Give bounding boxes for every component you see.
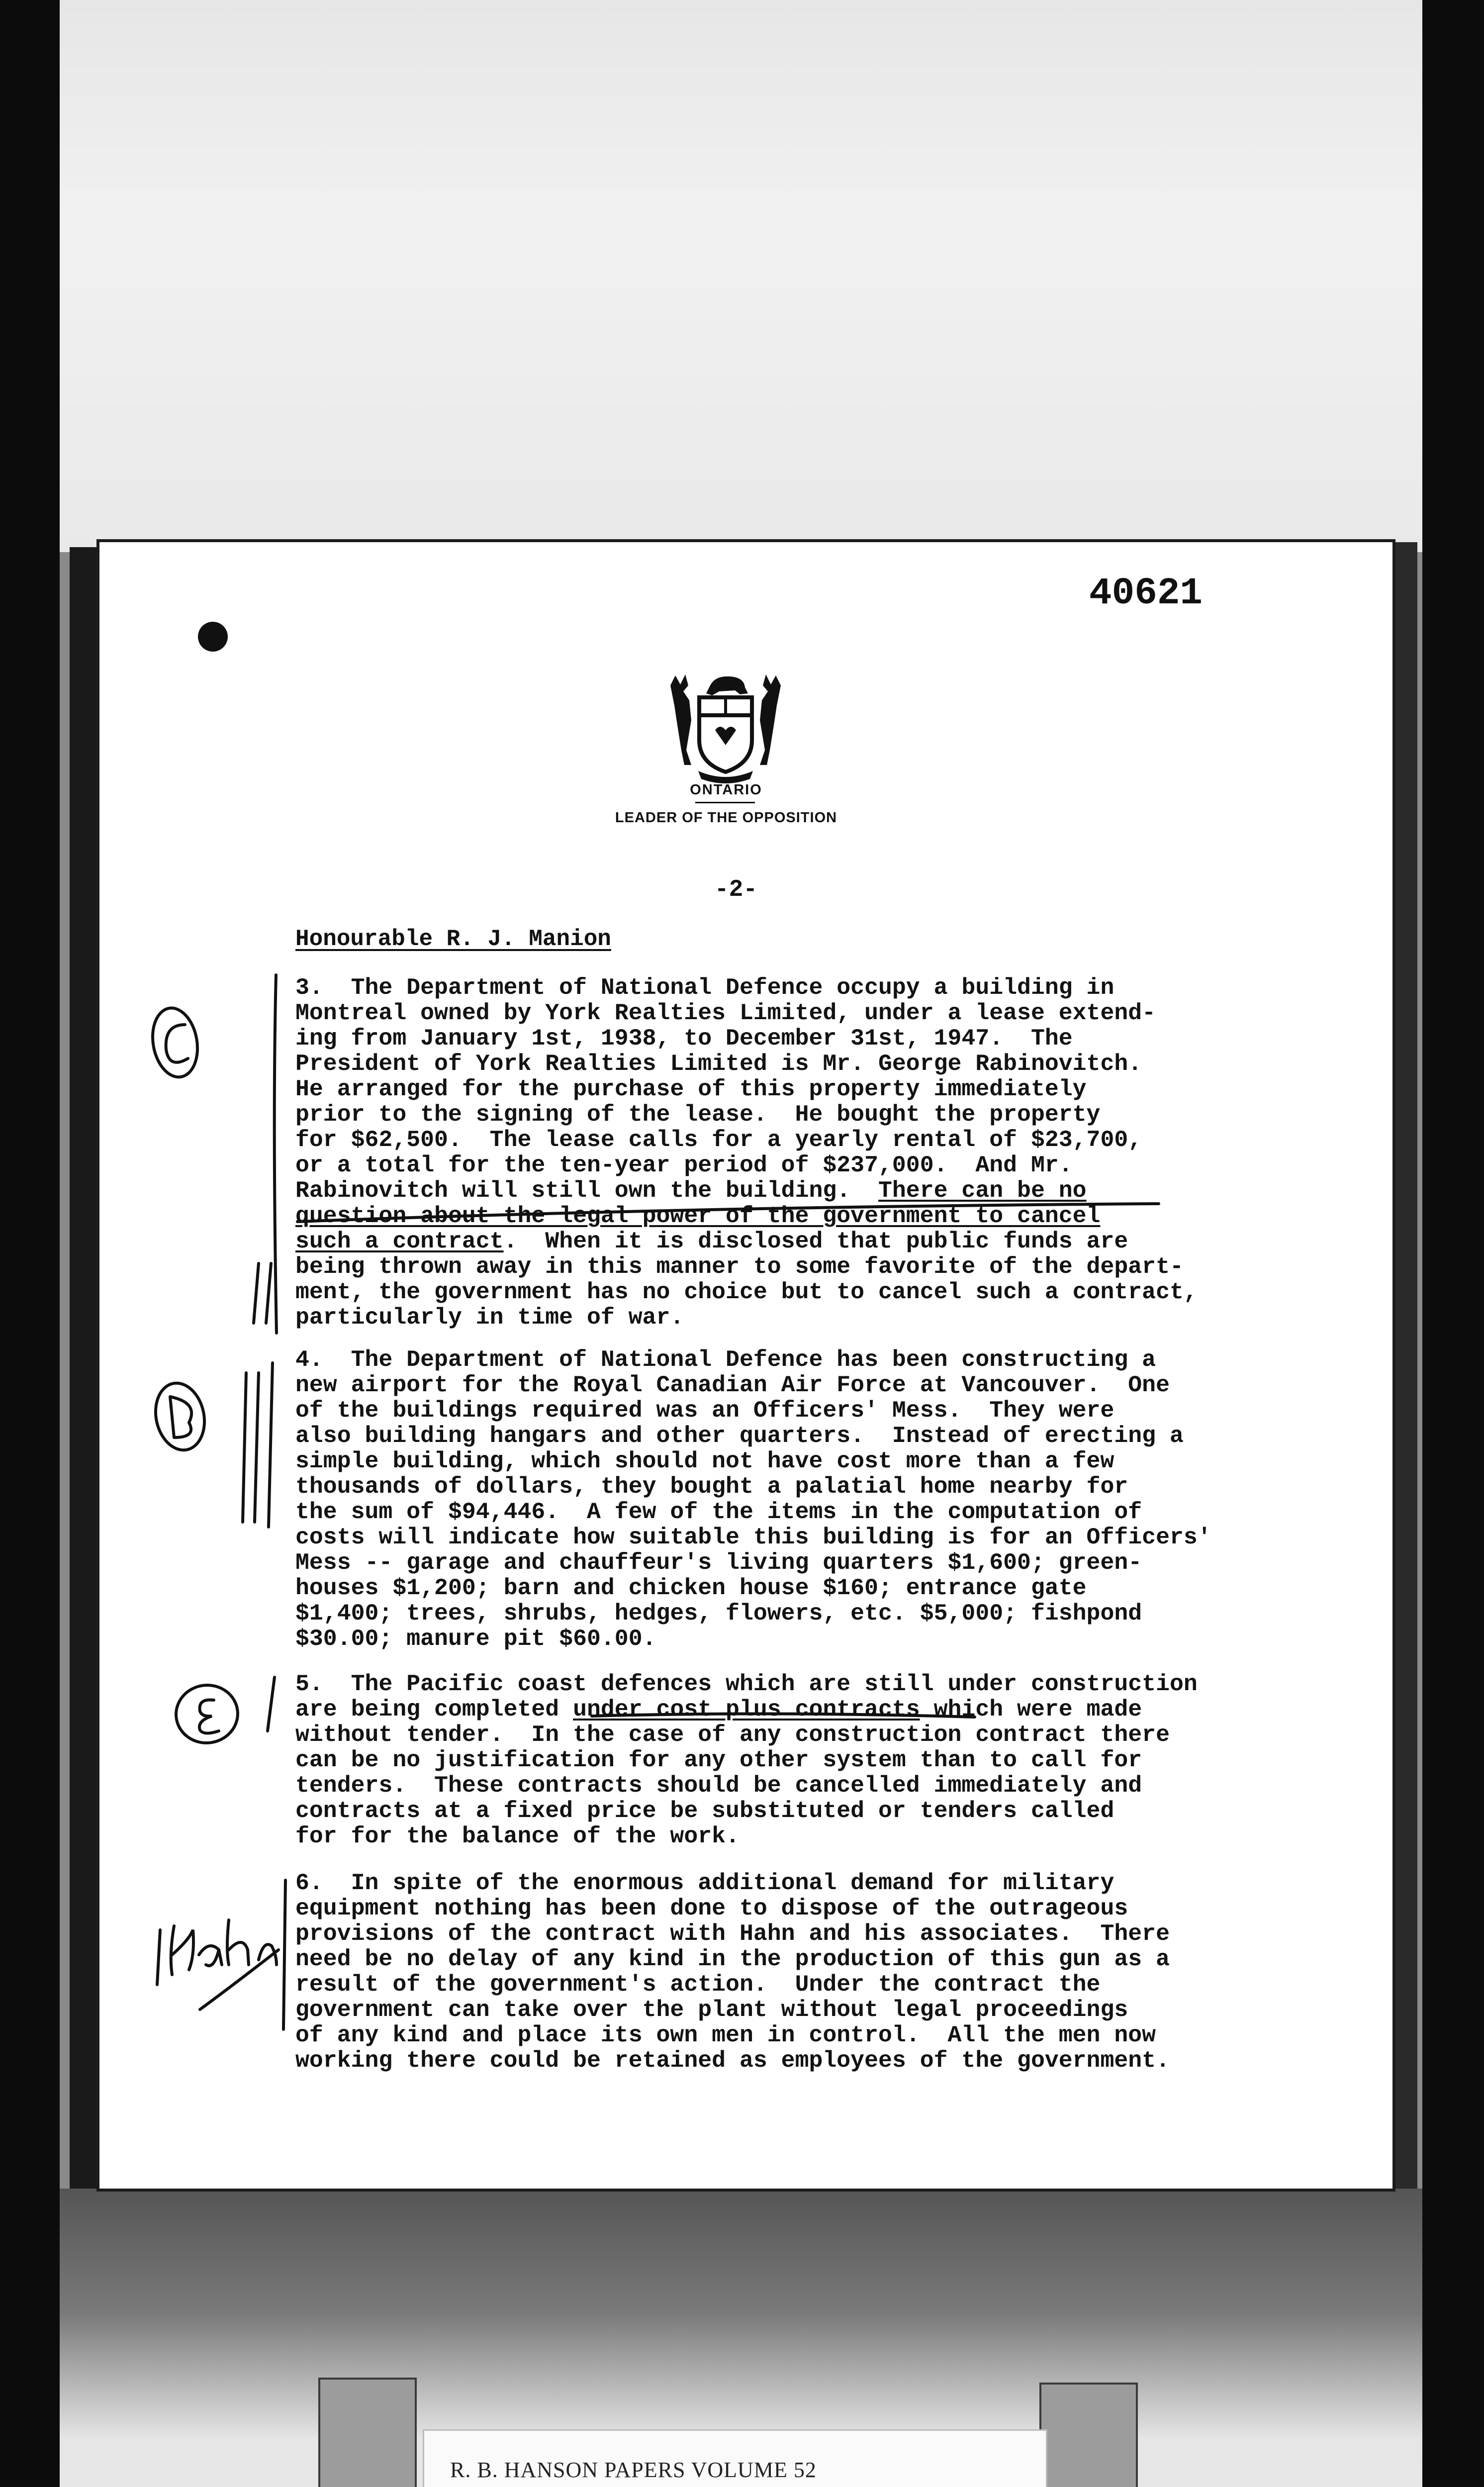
binder-clip	[1039, 2383, 1138, 2487]
paragraph-line: $30.00; manure pit $60.00.	[295, 1626, 656, 1652]
paragraph-line: Mess -- garage and chauffeur's living quarters $1,600; green-	[295, 1549, 1142, 1576]
film-border-right	[1422, 0, 1484, 2487]
page-number: -2-	[714, 876, 758, 903]
text-run: are being completed	[295, 1696, 573, 1722]
paragraph-line: provisions of the contract with Hahn and his associates. There	[295, 1920, 1170, 1947]
paragraph-line: or a total for the ten-year period of $237,000. And Mr.	[295, 1152, 1073, 1178]
paragraph-line: He arranged for the purchase of this property immediately	[295, 1076, 1087, 1102]
paragraph-line	[295, 1697, 1280, 1722]
paragraph-line	[295, 1229, 1280, 1254]
paragraph-line: for $62,500. The lease calls for a yearly rental of $23,700,	[295, 1127, 1142, 1153]
binder-clip	[318, 2378, 417, 2487]
text-run: which were made	[920, 1696, 1142, 1722]
paragraph-line: can be no justification for any other system than to call for	[295, 1747, 1142, 1773]
film-border-left	[0, 0, 60, 2487]
paragraph-line: result of the government's action. Under the contract the	[295, 1971, 1101, 1998]
paragraph-line: being thrown away in this manner to some favorite of the depart-	[295, 1253, 1184, 1280]
letterhead-divider	[695, 802, 755, 803]
underlined-passage: under cost plus contracts	[573, 1696, 920, 1722]
paragraph-5	[295, 1671, 1280, 1849]
paragraph-line: costs will indicate how suitable this building is for an Officers'	[295, 1524, 1211, 1550]
underlined-passage: There can be no	[878, 1177, 1087, 1204]
punch-hole	[198, 622, 228, 652]
paragraph-line: $1,400; trees, shrubs, hedges, flowers, etc. $5,000; fishpond	[295, 1600, 1142, 1626]
paragraph-line: contracts at a fixed price be substituted or tenders called	[295, 1798, 1114, 1824]
paragraph-line: ment, the government has no choice but to cancel such a contract,	[295, 1279, 1198, 1305]
paragraph-line: equipment nothing has been done to dispose of the outrageous	[295, 1895, 1128, 1921]
paragraph-line: 5. The Pacific coast defences which are still under construction	[295, 1671, 1198, 1697]
paragraph-line: need be no delay of any kind in the production of this gun as a	[295, 1946, 1170, 1972]
collection-label: R. B. HANSON PAPERS VOLUME 52	[450, 2458, 817, 2482]
letterhead-office: LEADER OF THE OPPOSITION	[615, 810, 837, 826]
paragraph-line: houses $1,200; barn and chicken house $160; entrance gate	[295, 1575, 1087, 1601]
underlined-passage: such a contract	[295, 1228, 504, 1254]
paragraph-line: prior to the signing of the lease. He bought the property	[295, 1101, 1101, 1128]
ontario-coat-of-arms-icon	[660, 666, 791, 785]
paragraph-line: 4. The Department of National Defence has been constructing a	[295, 1346, 1156, 1373]
addressee: Honourable R. J. Manion	[295, 926, 611, 952]
document-number: 40621	[1089, 572, 1203, 615]
paragraph-4	[295, 1347, 1280, 1651]
paragraph-line: of the buildings required was an Officers' Mess. They were	[295, 1397, 1114, 1424]
paragraph-line: working there could be retained as employees of the government.	[295, 2047, 1170, 2074]
paragraph-line: for for the balance of the work.	[295, 1823, 740, 1849]
paragraph-line: the sum of $94,446. A few of the items in the computation of	[295, 1499, 1142, 1525]
paragraph-line: new airport for the Royal Canadian Air Force at Vancouver. One	[295, 1372, 1170, 1398]
paragraph-line: Montreal owned by York Realties Limited, under a lease extend-	[295, 1000, 1156, 1026]
paragraph-line: of any kind and place its own men in control. All the men now	[295, 2022, 1156, 2048]
paragraph-line: 3. The Department of National Defence occupy a building in	[295, 974, 1114, 1001]
paragraph-line: government can take over the plant without legal proceedings	[295, 1997, 1128, 2023]
paragraph-line: 6. In spite of the enormous additional demand for military	[295, 1870, 1114, 1896]
paragraph-6	[295, 1870, 1280, 2073]
text-run: . When it is disclosed that public funds are	[503, 1228, 1128, 1254]
underlined-passage: question about the legal power of the government to cancel	[295, 1203, 1101, 1229]
paragraph-line: simple building, which should not have cost more than a few	[295, 1448, 1114, 1474]
scan-background-top	[60, 0, 1422, 552]
paragraph-line: tenders. These contracts should be cancelled immediately and	[295, 1772, 1142, 1799]
letterhead-province: ONTARIO	[690, 782, 762, 798]
paragraph-line: thousands of dollars, they bought a palatial home nearby for	[295, 1473, 1128, 1500]
paragraph-line: ing from January 1st, 1938, to December 31st, 1947. The	[295, 1025, 1073, 1052]
paragraph-line: President of York Realties Limited is Mr. George Rabinovitch.	[295, 1051, 1142, 1077]
paragraph-line	[295, 1178, 1280, 1203]
text-run: Rabinovitch will still own the building.	[295, 1177, 878, 1204]
paragraph-line: without tender. In the case of any construction contract there	[295, 1722, 1170, 1748]
paragraph-line: also building hangars and other quarters. Instead of erecting a	[295, 1423, 1184, 1449]
paragraph-3	[295, 975, 1280, 1330]
paragraph-line: particularly in time of war.	[295, 1304, 684, 1331]
